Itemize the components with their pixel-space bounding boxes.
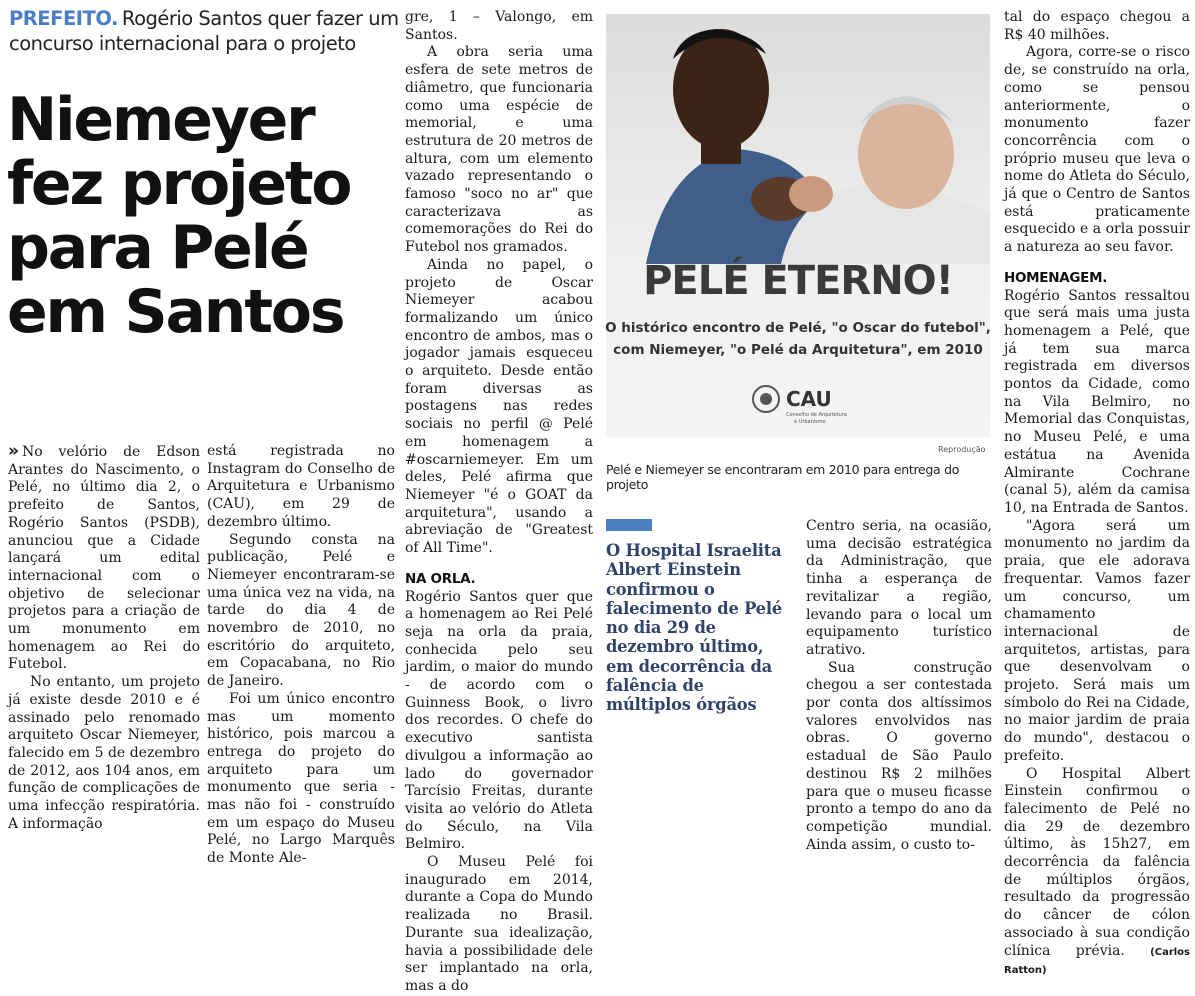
article-column-1 <box>8 443 200 833</box>
headline-line: Niemeyer <box>7 85 314 155</box>
article-column-4 <box>806 518 992 854</box>
headline-line: em Santos <box>7 277 344 347</box>
cau-logo-subtext-2: e Urbanismo <box>794 419 826 425</box>
article-photo <box>606 14 990 437</box>
article-column-5 <box>1004 9 1190 980</box>
paragraph: está registrada no Instagram do Conselho de Arquitetura e Urbanismo (CAU), em 29 de dezembro último. <box>207 443 395 530</box>
kicker-text: Rogério Santos quer fazer um concurso internacional para o projeto <box>9 7 399 55</box>
headline-line: para Pelé <box>7 213 308 283</box>
paragraph: Centro seria, na ocasião, uma decisão estratégica da Administração, que tinha a esperança de revitalizar a região, levando para o local um equipamento turístico atrativo. <box>806 518 992 658</box>
pullquote-bar <box>606 519 652 531</box>
pullquote: O Hospital Israelita Albert Einstein confirmou o falecimento de Pelé no dia 29 de dezembro último, em decorrência da falência de múltiplos órgãos <box>606 541 782 715</box>
paragraph: Rogério Santos quer que a homenagem ao Rei Pelé seja na orla da praia, conhecida pelo seu jardim, o maior do mundo - de acordo com o Guinness Book, o livro dos recordes. O chefe do executivo santista divulgou a informação ao lado do governador Tarcísio Freitas, durante visita ao velório do Atleta do Século, na Vila Belmiro. <box>405 588 593 853</box>
paragraph: tal do espaço chegou a R$ 40 milhões. <box>1004 9 1190 43</box>
photo-caption: Pelé e Niemeyer se encontraram em 2010 para entrega do projeto <box>606 462 960 492</box>
cau-logo-text: CAU <box>786 387 832 411</box>
article-kicker <box>9 6 399 56</box>
cau-logo-subtext-1: Conselho de Arquitetura <box>786 412 847 418</box>
photo-banner: PELÉ ETERNO! <box>643 258 953 304</box>
paragraph: » No velório de Edson Arantes do Nascimento, o Pelé, no último dia 2, o prefeito de Santos, Rogério Santos (PSDB), anunciou que a Cidade lançará um edital internacional com o objetivo de selecionar projetos para a criação de um monumento em homenagem ao Rei do Futebol. <box>8 441 200 673</box>
photo-subtitle-1: O histórico encontro de Pelé, "o Oscar do futebol", <box>605 320 991 336</box>
paragraph: Agora, corre-se o risco de, se construído na orla, como se pensou anteriormente, o monumento fazer concorrência com o próprio museu que leva o nome do Atleta do Século, já que o Centro de Santos está praticamente esquecido e a orla possuir a natureza ao seu favor. <box>1004 44 1190 256</box>
paragraph: A obra seria uma esfera de sete metros de diâmetro, que funcionaria como uma espécie de memorial, e uma estrutura de 20 metros de altura, com um elemento vazado representando o famoso "soco no ar" que caracterizava as comemorações do Rei do Futebol nos gramados. <box>405 44 593 256</box>
photo-subtitle-2: com Niemeyer, "o Pelé da Arquitetura", em 2010 <box>613 342 983 358</box>
pele-niemeyer-photo <box>606 14 990 437</box>
subheading-homenagem: HOMENAGEM. <box>1004 269 1108 286</box>
paragraph: gre, 1 – Valongo, em Santos. <box>405 9 593 43</box>
subheading-na-orla: NA ORLA. <box>405 570 476 587</box>
paragraph: Sua construção chegou a ser contestada por conta dos altíssimos valores envolvidos nas obras. O governo estadual de São Paulo destinou R$ 2 milhões para que o museu ficasse pronto a tempo do ano da competição mundial. Ainda assim, o custo to- <box>806 659 992 853</box>
paragraph: "Agora será um monumento no jardim da praia, que ele adorava frequentar. Vamos fazer um concurso, um chamamento internacional de arquitetos, artistas, para que desenvolvam o projeto. Será mais um símbolo do Rei na Cidade, no maior jardim de praia do mundo", destacou o prefeito. <box>1004 517 1190 764</box>
headline-line: fez projeto <box>7 149 351 219</box>
photographer-credit: (Carlos Ratton) <box>1004 946 1190 977</box>
paragraph: Ainda no papel, o projeto de Oscar Niemeyer acabou formalizando um único encontro de ambos, mas o jogador jamais esqueceu o arquiteto. Desde então foram diversas as postagens nas redes sociais no perfil @ Pelé em homenagem a #oscarniemeyer. Em um deles, Pelé afirma que Niemeyer "é o GOAT da arquitetura", usando a abreviação de "Greatest of All Time". <box>405 256 593 557</box>
paragraph: Foi um único encontro mas um momento histórico, pois marcou a entrega do projeto do arquiteto para um monumento que seria - mas não foi - construído em um espaço do Museu Pelé, no Largo Marquês de Monte Ale- <box>207 690 395 867</box>
kicker-tag: PREFEITO. <box>9 7 118 30</box>
lead-marker: » <box>8 441 19 461</box>
paragraph: No entanto, um projeto já existe desde 2010 e é assinado pelo renomado arquiteto Oscar Niemeyer, falecido em 5 de dezembro de 2012, aos 104 anos, em função de complicações de uma infecção respiratória. A informação <box>8 674 200 832</box>
paragraph: O Museu Pelé foi inaugurado em 2014, durante a Copa do Mundo realizada no Brasil. Durante sua idealização, havia a possibilidade dele ser implantado na orla, mas a do <box>405 854 593 994</box>
paragraph: O Hospital Albert Einstein confirmou o falecimento de Pelé no dia 29 de dezembro último, às 15h27, em decorrência da falência de múltiplos órgãos, resultado da progressão do câncer de cólon associado à sua condição clínica prévia. (Carlos Ratton) <box>1004 765 1190 977</box>
paragraph: Segundo consta na publicação, Pelé e Niemeyer encontraram-se uma única vez na vida, na tarde do dia 4 de novembro de 2010, no escritório do arquiteto, em Copacabana, no Rio de Janeiro. <box>207 531 395 690</box>
article-column-3 <box>405 9 593 996</box>
article-headline <box>7 85 402 347</box>
paragraph: Rogério Santos ressaltou que será mais uma justa homenagem a Pelé, que já tem sua marca registrada em diversos pontos da Cidade, como na Vila Belmiro, no Memorial das Conquistas, no Museu Pelé, e uma estátua na Avenida Almirante Cochrane (canal 5), além da camisa 10, na Entrada de Santos. <box>1004 287 1190 516</box>
photo-credit: Reprodução <box>938 445 986 454</box>
article-column-2 <box>207 443 395 868</box>
